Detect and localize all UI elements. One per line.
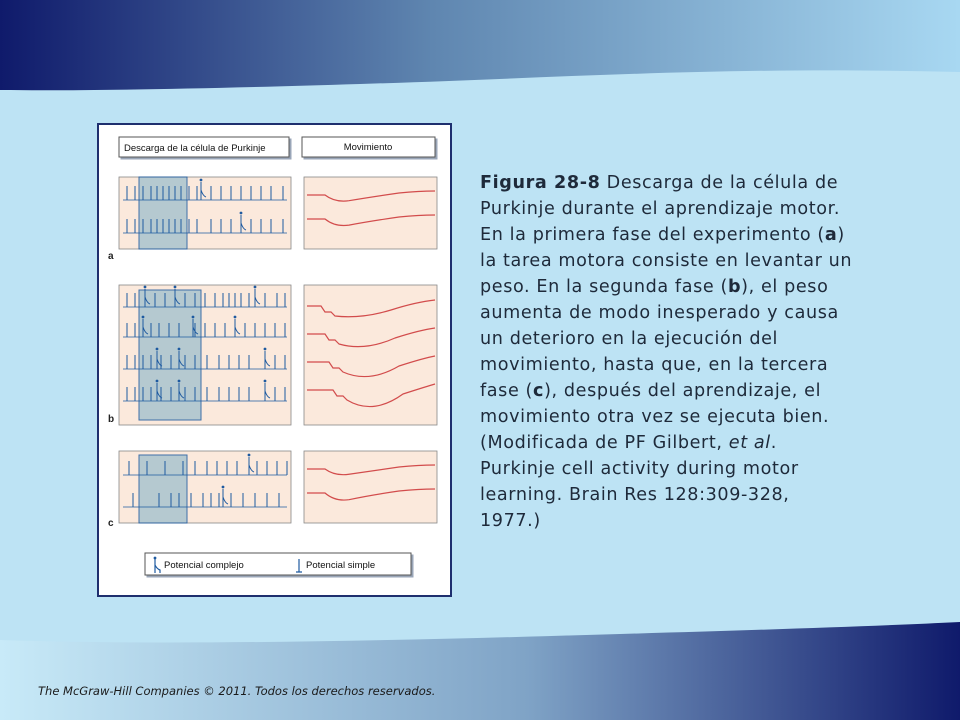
caption-text-3: ), el peso aumenta de modo inesperado y causa un deterioro en la ejecución del movimiento, hasta que, en la tercera fase (	[480, 277, 839, 401]
caption-text-5: . Purkinje cell activity during motor learning. Brain Res 128:309-328, 1977.)	[480, 433, 799, 531]
copyright-footer: The McGraw-Hill Companies © 2011. Todos los derechos reservados.	[38, 684, 436, 698]
complex-spike-dot	[192, 316, 195, 319]
complex-spike-dot	[254, 286, 257, 289]
complex-spike-dot	[200, 179, 203, 182]
legend-complex-label: Potencial complejo	[164, 560, 244, 571]
phase-label-b: b	[108, 414, 115, 425]
caption-text-4: ), después del aprendizaje, el movimiento otra vez se ejecuta bien. (Modificada de PF Gilbert,	[480, 381, 830, 453]
complex-spike-dot	[142, 316, 145, 319]
caption-label: Figura 28-8	[480, 173, 601, 193]
complex-spike-dot	[156, 380, 159, 383]
complex-spike-dot	[264, 380, 267, 383]
complex-spike-dot	[178, 380, 181, 383]
complex-spike-dot	[234, 316, 237, 319]
phase-label-c: c	[108, 518, 114, 529]
complex-spike-dot	[248, 454, 251, 457]
caption-bold-a: a	[824, 225, 838, 245]
caption-text-1: Descarga de la célula de Purkinje durante el aprendizaje motor. En la primera fase del experimento (	[480, 173, 841, 245]
caption-bold-b: b	[727, 277, 742, 297]
trace-panel	[304, 285, 437, 425]
header-left-box	[119, 137, 289, 157]
purkinje-figure	[97, 123, 452, 597]
phase-label-a: a	[108, 251, 114, 262]
highlight-window	[139, 455, 187, 523]
complex-spike-dot	[240, 212, 243, 215]
complex-spike-dot	[156, 348, 159, 351]
caption-bold-c: c	[533, 381, 545, 401]
header-right-box	[302, 137, 435, 157]
panels-layer	[119, 177, 437, 523]
complex-spike-dot	[264, 348, 267, 351]
complex-spike-dot	[144, 286, 147, 289]
trace-panel	[304, 177, 437, 249]
caption-italic: et al	[728, 433, 771, 453]
caption-text-2: ) la tarea motora consiste en levantar un peso. En la segunda fase (	[480, 225, 853, 297]
complex-spike-dot	[178, 348, 181, 351]
header-right-label: Movimiento	[343, 142, 393, 153]
figure-drawing	[99, 125, 450, 595]
legend-box	[145, 553, 411, 575]
highlight-window	[139, 290, 201, 420]
header-left-label: Descarga de la célula de Purkinje	[124, 143, 266, 154]
trace-panel	[304, 451, 437, 523]
legend-simple-label: Potencial simple	[306, 560, 376, 571]
complex-spike-dot	[174, 286, 177, 289]
complex-spike-dot	[222, 486, 225, 489]
figure-caption	[480, 170, 855, 534]
